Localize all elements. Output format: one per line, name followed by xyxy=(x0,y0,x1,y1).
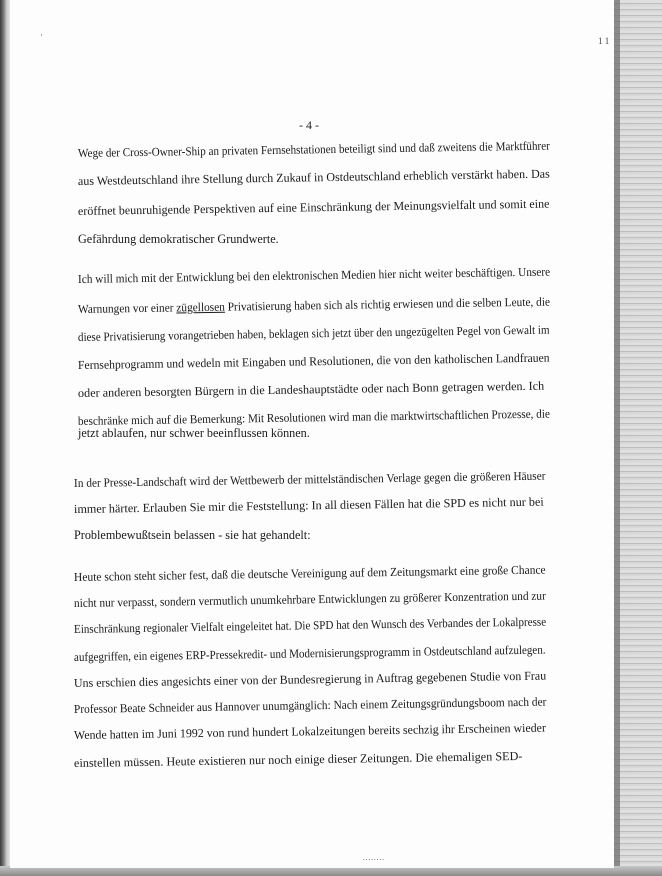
text-line: aufgegriffen, ein eigenes ERP-Pressekredit- und Modernisierungsprogramm in Ostdeutschland aufzulegen. xyxy=(73,642,546,664)
text-line: Ich will mich mit der Entwicklung bei den elektronischen Medien hier nicht weiter beschäftigen. Unsere xyxy=(77,264,551,286)
text-line: Uns erschien dies angesichts einer von der Bundesregierung in Auftrag gegebenen Studie von Frau xyxy=(73,668,547,690)
text-line: Wende hatten im Juni 1992 von rund hundert Lokalzeitungen bereits sechzig ihr Erscheinen wieder xyxy=(73,720,546,742)
text-line: Professor Beate Schneider aus Hannover unumgänglich: Nach einem Zeitungsgründungsboom nach der xyxy=(73,694,547,716)
text-line: Problembewußtsein belassen - sie hat gehandelt: xyxy=(74,528,311,542)
text-line: Gefährdung demokratischer Grundwerte. xyxy=(78,232,279,246)
page-number: - 4 - xyxy=(299,118,319,132)
text-line: nicht nur verpasst, sondern vermutlich unumkehrbare Entwicklungen zu größerer Konzentration und zur xyxy=(73,588,546,610)
text-line: jetzt ablaufen, nur schwer beeinflussen können. xyxy=(78,426,310,440)
text-line: einstellen müssen. Heute existieren nur noch einige dieser Zeitungen. Die ehemaligen SED- xyxy=(73,748,523,770)
text-segment: Privatisierung haben sich als richtig erwiesen und die selben Leute, die xyxy=(227,294,551,314)
underlined-word: zügellosen xyxy=(176,299,225,315)
footer-mark: ........ xyxy=(363,854,385,862)
corner-mark-top-left: · xyxy=(40,30,43,40)
text-line: Heute schon steht sicher fest, daß die deutsche Vereinigung auf dem Zeitungsmarkt eine große Chance xyxy=(73,562,546,584)
scan-right-edge xyxy=(614,0,662,876)
text-line: In der Presse-Landschaft wird der Wettbewerb der mittelständischen Verlage gegen die größeren Häuser xyxy=(73,468,546,490)
text-segment: Warnungen vor einer xyxy=(77,300,174,316)
text-line-with-underline xyxy=(78,295,550,317)
text-line: oder anderen besorgten Bürgern in die Landeshauptstädte oder nach Bonn getragen werden. Ich xyxy=(77,378,545,400)
text-line: aus Westdeutschland ihre Stellung durch Zukauf in Ostdeutschland erheblich verstärkt haben. Das xyxy=(77,166,550,188)
text-line: Wege der Cross-Owner-Ship an privaten Fernsehstationen beteiligt sind und daß zweitens die Marktführer xyxy=(77,138,550,160)
text-line: diese Privatisierung vorangetrieben haben, beklagen sich jetzt über den ungezügelten Pegel von Gewalt im xyxy=(77,322,550,344)
text-line: beschränke mich auf die Bemerkung: Mit Resolutionen wird man die marktwirtschaftlichen Prozesse, die xyxy=(77,406,550,428)
text-line: Einschränkung regionaler Vielfalt eingeleitet hat. Die SPD hat den Wunsch des Verbandes der Lokalpresse xyxy=(73,614,547,636)
document-page xyxy=(10,0,614,868)
text-line: immer härter. Erlauben Sie mir die Feststellung: In all diesen Fällen hat die SPD es nicht nur bei xyxy=(73,494,544,516)
text-line: Fernsehprogramm und wedeln mit Eingaben und Resolutionen, die von den katholischen Landfrauen xyxy=(77,350,550,372)
text-line: eröffnet beunruhigende Perspektiven auf eine Einschränkung der Meinungsvielfalt und somit eine xyxy=(77,196,550,218)
corner-mark-top-right: 1 1 xyxy=(598,36,610,46)
